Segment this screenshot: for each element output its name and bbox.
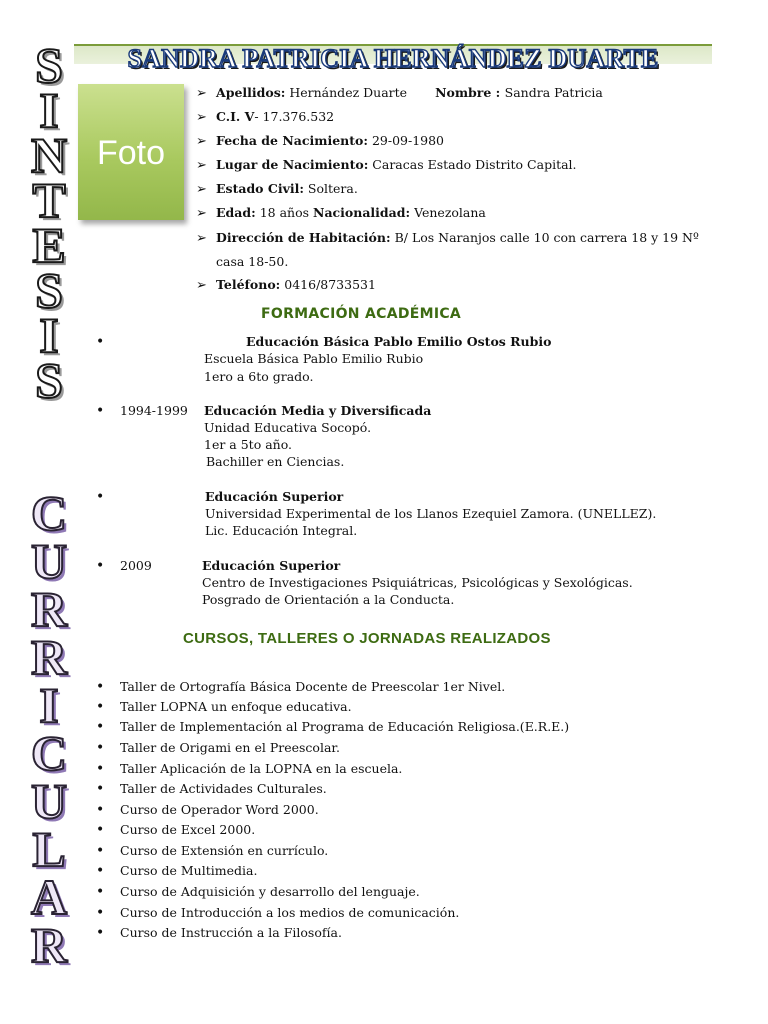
course-item: Taller de Actividades Culturales. — [120, 781, 327, 796]
education-line: Centro de Investigaciones Psiquiátricas, Psicológicas y Sexológicas. — [202, 575, 633, 590]
vertical-letter: E — [32, 217, 66, 273]
value: B/ Los Naranjos calle 10 con carrera 18 y 19 Nº — [390, 230, 699, 245]
value: 29-09-1980 — [367, 133, 445, 148]
bullet-dot-icon: • — [96, 761, 105, 777]
course-item: Curso de Adquisición y desarrollo del lenguaje. — [120, 884, 420, 899]
education-line: Bachiller en Ciencias. — [206, 454, 345, 469]
info-telefono — [196, 277, 376, 294]
arrow-bullet-icon: ➢ — [196, 86, 207, 101]
course-item: Curso de Multimedia. — [120, 863, 258, 878]
vertical-letter: S — [35, 262, 63, 318]
vertical-letter: S — [35, 352, 63, 408]
course-item: Curso de Instrucción a la Filosofía. — [120, 925, 342, 940]
section-heading-formacion: FORMACIÓN ACADÉMICA — [261, 306, 462, 322]
label: Fecha de Nacimiento: — [216, 133, 368, 148]
bullet-dot-icon: • — [96, 884, 105, 900]
education-line: Lic. Educación Integral. — [205, 523, 358, 538]
bullet-dot-icon: • — [96, 781, 105, 797]
info-edad — [196, 205, 486, 222]
label: Apellidos: — [216, 85, 286, 100]
course-item: Taller de Ortografía Básica Docente de Preescolar 1er Nivel. — [120, 679, 506, 694]
course-item: Curso de Extensión en currículo. — [120, 843, 329, 858]
education-year: 1994-1999 — [120, 403, 188, 418]
bullet-dot-icon: • — [96, 863, 105, 879]
education-title: Educación Superior — [202, 558, 341, 573]
education-year: 2009 — [120, 558, 152, 573]
label: Dirección de Habitación: — [216, 230, 391, 245]
info-apellidos — [196, 85, 603, 102]
vertical-letter: N — [30, 127, 68, 183]
info-direccion — [196, 230, 699, 247]
value: 18 años — [255, 205, 314, 220]
bullet-dot-icon: • — [96, 905, 105, 921]
arrow-bullet-icon: ➢ — [196, 110, 207, 125]
vertical-letter: U — [30, 773, 68, 829]
vertical-letter: L — [32, 821, 66, 877]
course-item: Taller de Implementación al Programa de Educación Religiosa.(E.R.E.) — [120, 719, 570, 734]
education-title: Educación Básica Pablo Emilio Ostos Rubio — [246, 334, 552, 349]
education-line: Posgrado de Orientación a la Conducta. — [202, 592, 455, 607]
bullet-dot-icon: • — [96, 489, 105, 505]
education-title: Educación Media y Diversificada — [204, 403, 432, 418]
label: Edad: — [216, 205, 256, 220]
course-item: Curso de Excel 2000. — [120, 822, 256, 837]
vertical-letter: I — [39, 307, 59, 363]
vertical-letter: R — [30, 917, 68, 973]
arrow-bullet-icon: ➢ — [196, 231, 207, 246]
value: casa 18-50. — [216, 254, 289, 269]
arrow-bullet-icon: ➢ — [196, 134, 207, 149]
bullet-dot-icon: • — [96, 699, 105, 715]
arrow-bullet-icon: ➢ — [196, 182, 207, 197]
vertical-letter: R — [30, 629, 68, 685]
info-lugar — [196, 157, 577, 174]
arrow-bullet-icon: ➢ — [196, 278, 207, 293]
value: - 17.376.532 — [254, 109, 335, 124]
education-line: Unidad Educativa Socopó. — [204, 420, 372, 435]
course-item: Taller LOPNA un enfoque educativa. — [120, 699, 352, 714]
label: C.I. V — [216, 109, 255, 124]
vertical-letter: R — [30, 581, 68, 637]
course-item: Taller Aplicación de la LOPNA en la escuela. — [120, 761, 403, 776]
label: Estado Civil: — [216, 181, 304, 196]
course-item: Taller de Origami en el Preescolar. — [120, 740, 340, 755]
section-heading-cursos: CURSOS, TALLERES O JORNADAS REALIZADOS — [183, 630, 551, 647]
info-estado-civil — [196, 181, 358, 198]
person-name: SANDRA PATRICIA HERNÁNDEZ DUARTE — [127, 44, 659, 73]
education-line: 1er a 5to año. — [204, 437, 292, 452]
bullet-dot-icon: • — [96, 558, 105, 574]
bullet-dot-icon: • — [96, 334, 105, 350]
info-ci — [196, 109, 334, 126]
vertical-letter: C — [30, 725, 68, 781]
education-title: Educación Superior — [205, 489, 344, 504]
info-direccion-cont — [216, 254, 288, 270]
vertical-letter: I — [39, 82, 59, 138]
info-fecha — [196, 133, 444, 150]
photo-label: Foto — [96, 134, 166, 172]
education-line: Escuela Básica Pablo Emilio Rubio — [204, 351, 424, 366]
value: 0416/8733531 — [280, 277, 376, 292]
label: Lugar de Nacimiento: — [216, 157, 369, 172]
bullet-dot-icon: • — [96, 679, 105, 695]
photo-placeholder — [78, 84, 184, 220]
vertical-title-sintesis — [24, 37, 74, 408]
bullet-dot-icon: • — [96, 822, 105, 838]
label: Nombre : — [435, 85, 505, 100]
bullet-dot-icon: • — [96, 740, 105, 756]
arrow-bullet-icon: ➢ — [196, 206, 207, 221]
bullet-dot-icon: • — [96, 802, 105, 818]
vertical-letter: I — [39, 677, 59, 733]
arrow-bullet-icon: ➢ — [196, 158, 207, 173]
vertical-letter: A — [30, 869, 68, 925]
vertical-letter: S — [35, 37, 63, 93]
bullet-dot-icon: • — [96, 403, 105, 419]
label: Nacionalidad: — [313, 205, 411, 220]
vertical-letter: C — [30, 485, 68, 541]
value: Caracas Estado Distrito Capital. — [368, 157, 577, 172]
course-item: Curso de Introducción a los medios de comunicación. — [120, 905, 460, 920]
label: Teléfono: — [216, 277, 281, 292]
value: Venezolana — [410, 205, 486, 220]
bullet-dot-icon: • — [96, 719, 105, 735]
education-line: 1ero a 6to grado. — [204, 369, 314, 384]
bullet-dot-icon: • — [96, 843, 105, 859]
vertical-letter: T — [32, 172, 66, 228]
value: Soltera. — [303, 181, 358, 196]
education-line: Universidad Experimental de los Llanos Ezequiel Zamora. (UNELLEZ). — [205, 506, 657, 521]
course-item: Curso de Operador Word 2000. — [120, 802, 319, 817]
value: Hernández Duarte — [289, 85, 408, 100]
vertical-letter: U — [30, 533, 68, 589]
bullet-dot-icon: • — [96, 925, 105, 941]
vertical-title-curricular — [24, 485, 74, 973]
value: Sandra Patricia — [504, 85, 603, 100]
